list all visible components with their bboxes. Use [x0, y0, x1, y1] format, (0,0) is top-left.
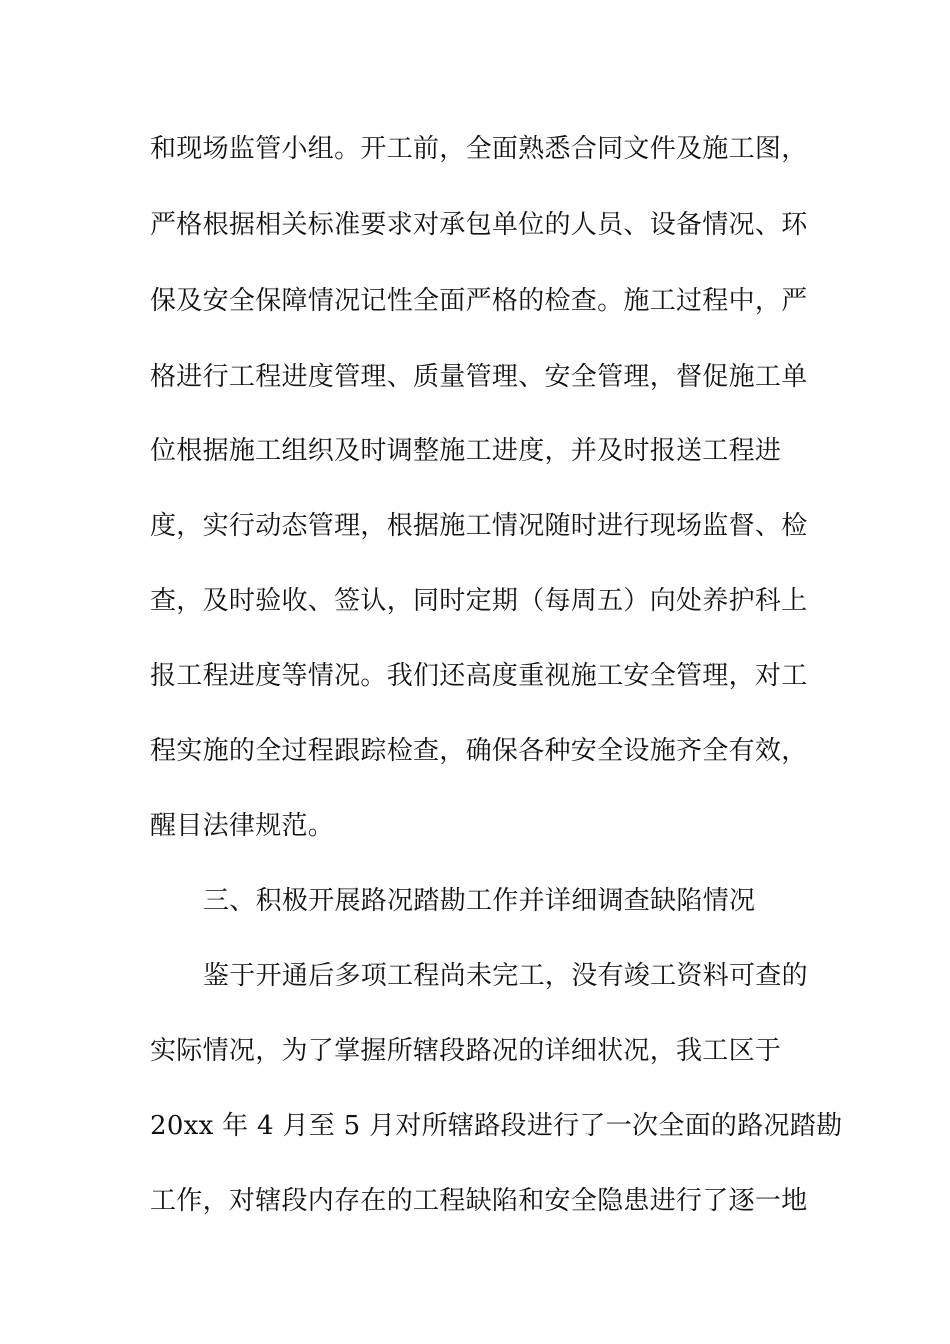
text-line: 报工程进度等情况。我们还高度重视施工安全管理，对工: [150, 661, 808, 691]
section-heading: 三、积极开展路况踏勘工作并详细调查缺陷情况: [203, 886, 756, 916]
text-line: 和现场监管小组。开工前，全面熟悉合同文件及施工图，: [150, 134, 808, 164]
text-line: 度，实行动态管理，根据施工情况随时进行现场监督、检: [150, 511, 808, 541]
text-line: 醒目法律规范。: [150, 811, 335, 841]
text-line: 保及安全保障情况记性全面严格的检查。施工过程中，严: [150, 286, 808, 316]
text-line: 实际情况，为了掌握所辖段路况的详细状况，我工区于: [150, 1036, 782, 1066]
text-line: 严格根据相关标准要求对承包单位的人员、设备情况、环: [150, 210, 808, 240]
paragraph-first-line: 鉴于开通后多项工程尚未完工，没有竣工资料可查的: [203, 961, 808, 991]
text-line: 程实施的全过程跟踪检查，确保各种安全设施齐全有效，: [150, 736, 808, 766]
text-line: 位根据施工组织及时调整施工进度，并及时报送工程进: [150, 436, 782, 466]
text-line: 格进行工程进度管理、质量管理、安全管理，督促施工单: [150, 362, 808, 392]
text-line: 工作，对辖段内存在的工程缺陷和安全隐患进行了逐一地: [150, 1186, 808, 1216]
text-line: 查，及时验收、签认，同时定期（每周五）向处养护科上: [150, 586, 808, 616]
text-line: 20xx 年 4 月至 5 月对所辖路段进行了一次全面的路况踏勘: [150, 1111, 843, 1141]
